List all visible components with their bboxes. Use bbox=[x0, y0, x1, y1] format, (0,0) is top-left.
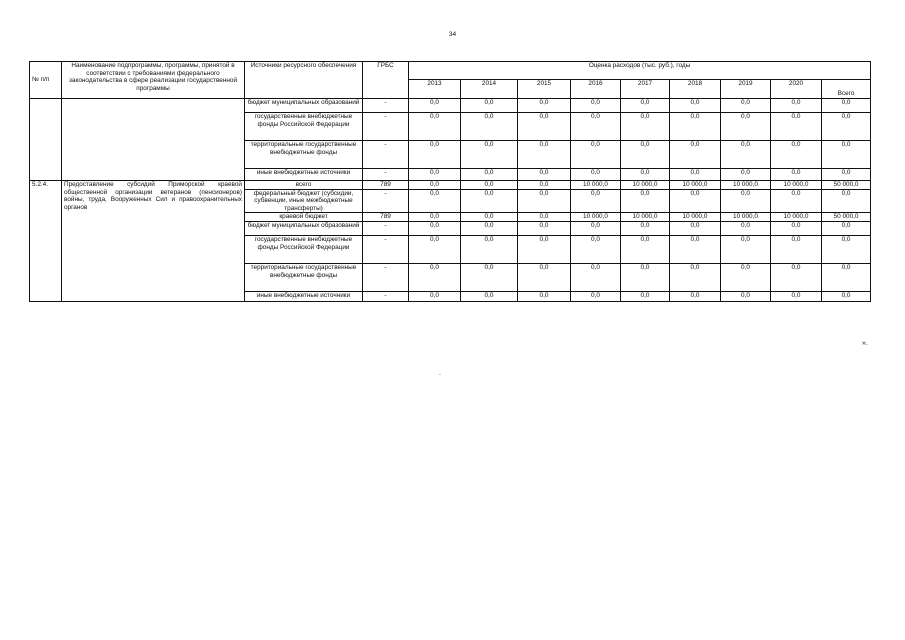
total-cell: 50 000,0 bbox=[822, 213, 871, 222]
grbs-cell: - bbox=[363, 113, 409, 141]
program-name: Предоставление субсидий Приморской краевой общественной организации ветеранов (пенсионеров) войны, труда, Вооруженных Сил и правоохранительных органов bbox=[62, 181, 245, 302]
value-cell: 0,0 bbox=[721, 99, 771, 113]
value-cell: 0,0 bbox=[771, 189, 822, 213]
value-cell: 0,0 bbox=[461, 169, 518, 181]
col-header-name: Наименование подпрограммы, программы, принятой в соответствии с требованиями федерального законодательства в сфере реализации государственной программы bbox=[62, 62, 245, 99]
value-cell: 0,0 bbox=[518, 221, 571, 235]
total-cell: 50 000,0 bbox=[822, 181, 871, 190]
value-cell: 0,0 bbox=[771, 141, 822, 169]
col-header-source: Источники ресурсного обеспечения bbox=[245, 62, 363, 99]
total-cell: 0,0 bbox=[822, 113, 871, 141]
value-cell: 0,0 bbox=[461, 291, 518, 301]
value-cell: 10 000,0 bbox=[771, 181, 822, 190]
total-cell: 0,0 bbox=[822, 99, 871, 113]
source-cell: краевой бюджет bbox=[245, 213, 363, 222]
value-cell: 10 000,0 bbox=[670, 213, 721, 222]
value-cell: 0,0 bbox=[409, 213, 461, 222]
row-number: 5.2.4. bbox=[30, 181, 62, 302]
budget-table bbox=[29, 61, 871, 302]
value-cell: 0,0 bbox=[670, 235, 721, 263]
total-cell: 0,0 bbox=[822, 221, 871, 235]
value-cell: 0,0 bbox=[571, 235, 621, 263]
value-cell: 0,0 bbox=[518, 189, 571, 213]
grbs-cell: - bbox=[363, 235, 409, 263]
total-cell: 0,0 bbox=[822, 263, 871, 291]
value-cell: 0,0 bbox=[571, 189, 621, 213]
closing-quote-mark: ». bbox=[862, 340, 868, 347]
source-cell: бюджет муниципальных образований bbox=[245, 221, 363, 235]
stray-dot: . bbox=[439, 370, 441, 377]
value-cell: 0,0 bbox=[621, 291, 670, 301]
value-cell: 0,0 bbox=[518, 169, 571, 181]
value-cell: 0,0 bbox=[771, 291, 822, 301]
value-cell: 0,0 bbox=[721, 221, 771, 235]
value-cell: 10 000,0 bbox=[571, 213, 621, 222]
value-cell: 10 000,0 bbox=[621, 181, 670, 190]
value-cell: 0,0 bbox=[621, 263, 670, 291]
value-cell: 0,0 bbox=[571, 221, 621, 235]
value-cell: 0,0 bbox=[571, 263, 621, 291]
source-cell: иные внебюджетные источники bbox=[245, 291, 363, 301]
total-cell: 0,0 bbox=[822, 169, 871, 181]
value-cell: 0,0 bbox=[721, 291, 771, 301]
total-cell: 0,0 bbox=[822, 141, 871, 169]
value-cell: 0,0 bbox=[518, 291, 571, 301]
value-cell: 10 000,0 bbox=[721, 181, 771, 190]
value-cell: 0,0 bbox=[621, 189, 670, 213]
value-cell: 0,0 bbox=[670, 263, 721, 291]
value-cell: 0,0 bbox=[670, 221, 721, 235]
year-header: 2017 bbox=[621, 80, 670, 99]
value-cell: 0,0 bbox=[621, 99, 670, 113]
value-cell: 0,0 bbox=[461, 213, 518, 222]
col-header-num: № п/п bbox=[30, 62, 62, 99]
value-cell: 0,0 bbox=[571, 99, 621, 113]
grbs-cell: - bbox=[363, 189, 409, 213]
table-row bbox=[30, 181, 871, 190]
source-cell: иные внебюджетные источники bbox=[245, 169, 363, 181]
value-cell: 0,0 bbox=[518, 141, 571, 169]
year-header: 2013 bbox=[409, 80, 461, 99]
value-cell: 0,0 bbox=[409, 141, 461, 169]
value-cell: 0,0 bbox=[571, 291, 621, 301]
col-header-estimate: Оценка расходов (тыс. руб.), годы bbox=[409, 62, 871, 80]
table-body bbox=[30, 99, 871, 302]
value-cell: 0,0 bbox=[721, 263, 771, 291]
year-header: 2019 bbox=[721, 80, 771, 99]
page-number: 34 bbox=[448, 31, 457, 38]
value-cell: 0,0 bbox=[461, 99, 518, 113]
value-cell: 0,0 bbox=[621, 113, 670, 141]
col-header-grbs: ГРБС bbox=[363, 62, 409, 99]
value-cell: 0,0 bbox=[409, 221, 461, 235]
grbs-cell: 789 bbox=[363, 181, 409, 190]
value-cell: 0,0 bbox=[461, 181, 518, 190]
value-cell: 0,0 bbox=[771, 169, 822, 181]
value-cell: 10 000,0 bbox=[771, 213, 822, 222]
value-cell: 0,0 bbox=[461, 113, 518, 141]
value-cell: 0,0 bbox=[571, 113, 621, 141]
value-cell: 0,0 bbox=[571, 141, 621, 169]
value-cell: 0,0 bbox=[621, 221, 670, 235]
value-cell: 10 000,0 bbox=[621, 213, 670, 222]
total-cell: 0,0 bbox=[822, 189, 871, 213]
total-header: Всего bbox=[822, 80, 871, 99]
value-cell: 0,0 bbox=[771, 113, 822, 141]
value-cell: 0,0 bbox=[670, 291, 721, 301]
value-cell: 0,0 bbox=[771, 99, 822, 113]
value-cell: 0,0 bbox=[670, 113, 721, 141]
value-cell: 10 000,0 bbox=[721, 213, 771, 222]
total-cell: 0,0 bbox=[822, 235, 871, 263]
value-cell: 0,0 bbox=[518, 213, 571, 222]
grbs-cell: - bbox=[363, 263, 409, 291]
value-cell: 0,0 bbox=[461, 263, 518, 291]
value-cell: 0,0 bbox=[409, 181, 461, 190]
value-cell: 0,0 bbox=[771, 263, 822, 291]
grbs-cell: 789 bbox=[363, 213, 409, 222]
value-cell: 0,0 bbox=[409, 169, 461, 181]
value-cell: 0,0 bbox=[721, 113, 771, 141]
value-cell: 10 000,0 bbox=[571, 181, 621, 190]
year-header: 2015 bbox=[518, 80, 571, 99]
value-cell: 0,0 bbox=[670, 99, 721, 113]
value-cell: 0,0 bbox=[409, 263, 461, 291]
source-cell: бюджет муниципальных образований bbox=[245, 99, 363, 113]
value-cell: 0,0 bbox=[721, 235, 771, 263]
value-cell: 0,0 bbox=[670, 169, 721, 181]
value-cell: 10 000,0 bbox=[670, 181, 721, 190]
source-cell: всего bbox=[245, 181, 363, 190]
source-cell: государственные внебюджетные фонды Российской Федерации bbox=[245, 235, 363, 263]
value-cell: 0,0 bbox=[461, 189, 518, 213]
value-cell: 0,0 bbox=[518, 181, 571, 190]
value-cell: 0,0 bbox=[721, 141, 771, 169]
source-cell: территориальные государственные внебюджетные фонды bbox=[245, 141, 363, 169]
value-cell: 0,0 bbox=[461, 141, 518, 169]
value-cell: 0,0 bbox=[518, 99, 571, 113]
total-cell: 0,0 bbox=[822, 291, 871, 301]
value-cell: 0,0 bbox=[621, 169, 670, 181]
year-header: 2020 bbox=[771, 80, 822, 99]
value-cell: 0,0 bbox=[721, 169, 771, 181]
grbs-cell: - bbox=[363, 169, 409, 181]
value-cell: 0,0 bbox=[621, 235, 670, 263]
source-cell: территориальные государственные внебюджетные фонды bbox=[245, 263, 363, 291]
source-cell: государственные внебюджетные фонды Российской Федерации bbox=[245, 113, 363, 141]
value-cell: 0,0 bbox=[518, 235, 571, 263]
value-cell: 0,0 bbox=[518, 263, 571, 291]
program-name bbox=[62, 99, 245, 181]
value-cell: 0,0 bbox=[409, 189, 461, 213]
grbs-cell: - bbox=[363, 99, 409, 113]
value-cell: 0,0 bbox=[409, 99, 461, 113]
year-header: 2018 bbox=[670, 80, 721, 99]
value-cell: 0,0 bbox=[409, 291, 461, 301]
header-row-1 bbox=[30, 62, 871, 80]
value-cell: 0,0 bbox=[621, 141, 670, 169]
value-cell: 0,0 bbox=[409, 113, 461, 141]
year-header: 2014 bbox=[461, 80, 518, 99]
value-cell: 0,0 bbox=[461, 235, 518, 263]
table-row bbox=[30, 99, 871, 113]
value-cell: 0,0 bbox=[771, 235, 822, 263]
year-header: 2016 bbox=[571, 80, 621, 99]
value-cell: 0,0 bbox=[571, 169, 621, 181]
grbs-cell: - bbox=[363, 141, 409, 169]
value-cell: 0,0 bbox=[670, 141, 721, 169]
value-cell: 0,0 bbox=[771, 221, 822, 235]
value-cell: 0,0 bbox=[518, 113, 571, 141]
row-number bbox=[30, 99, 62, 181]
value-cell: 0,0 bbox=[670, 189, 721, 213]
source-cell: федеральный бюджет (субсидии, субвенции, иные межбюджетные трансферты) bbox=[245, 189, 363, 213]
value-cell: 0,0 bbox=[721, 189, 771, 213]
grbs-cell: - bbox=[363, 291, 409, 301]
grbs-cell: - bbox=[363, 221, 409, 235]
value-cell: 0,0 bbox=[409, 235, 461, 263]
value-cell: 0,0 bbox=[461, 221, 518, 235]
